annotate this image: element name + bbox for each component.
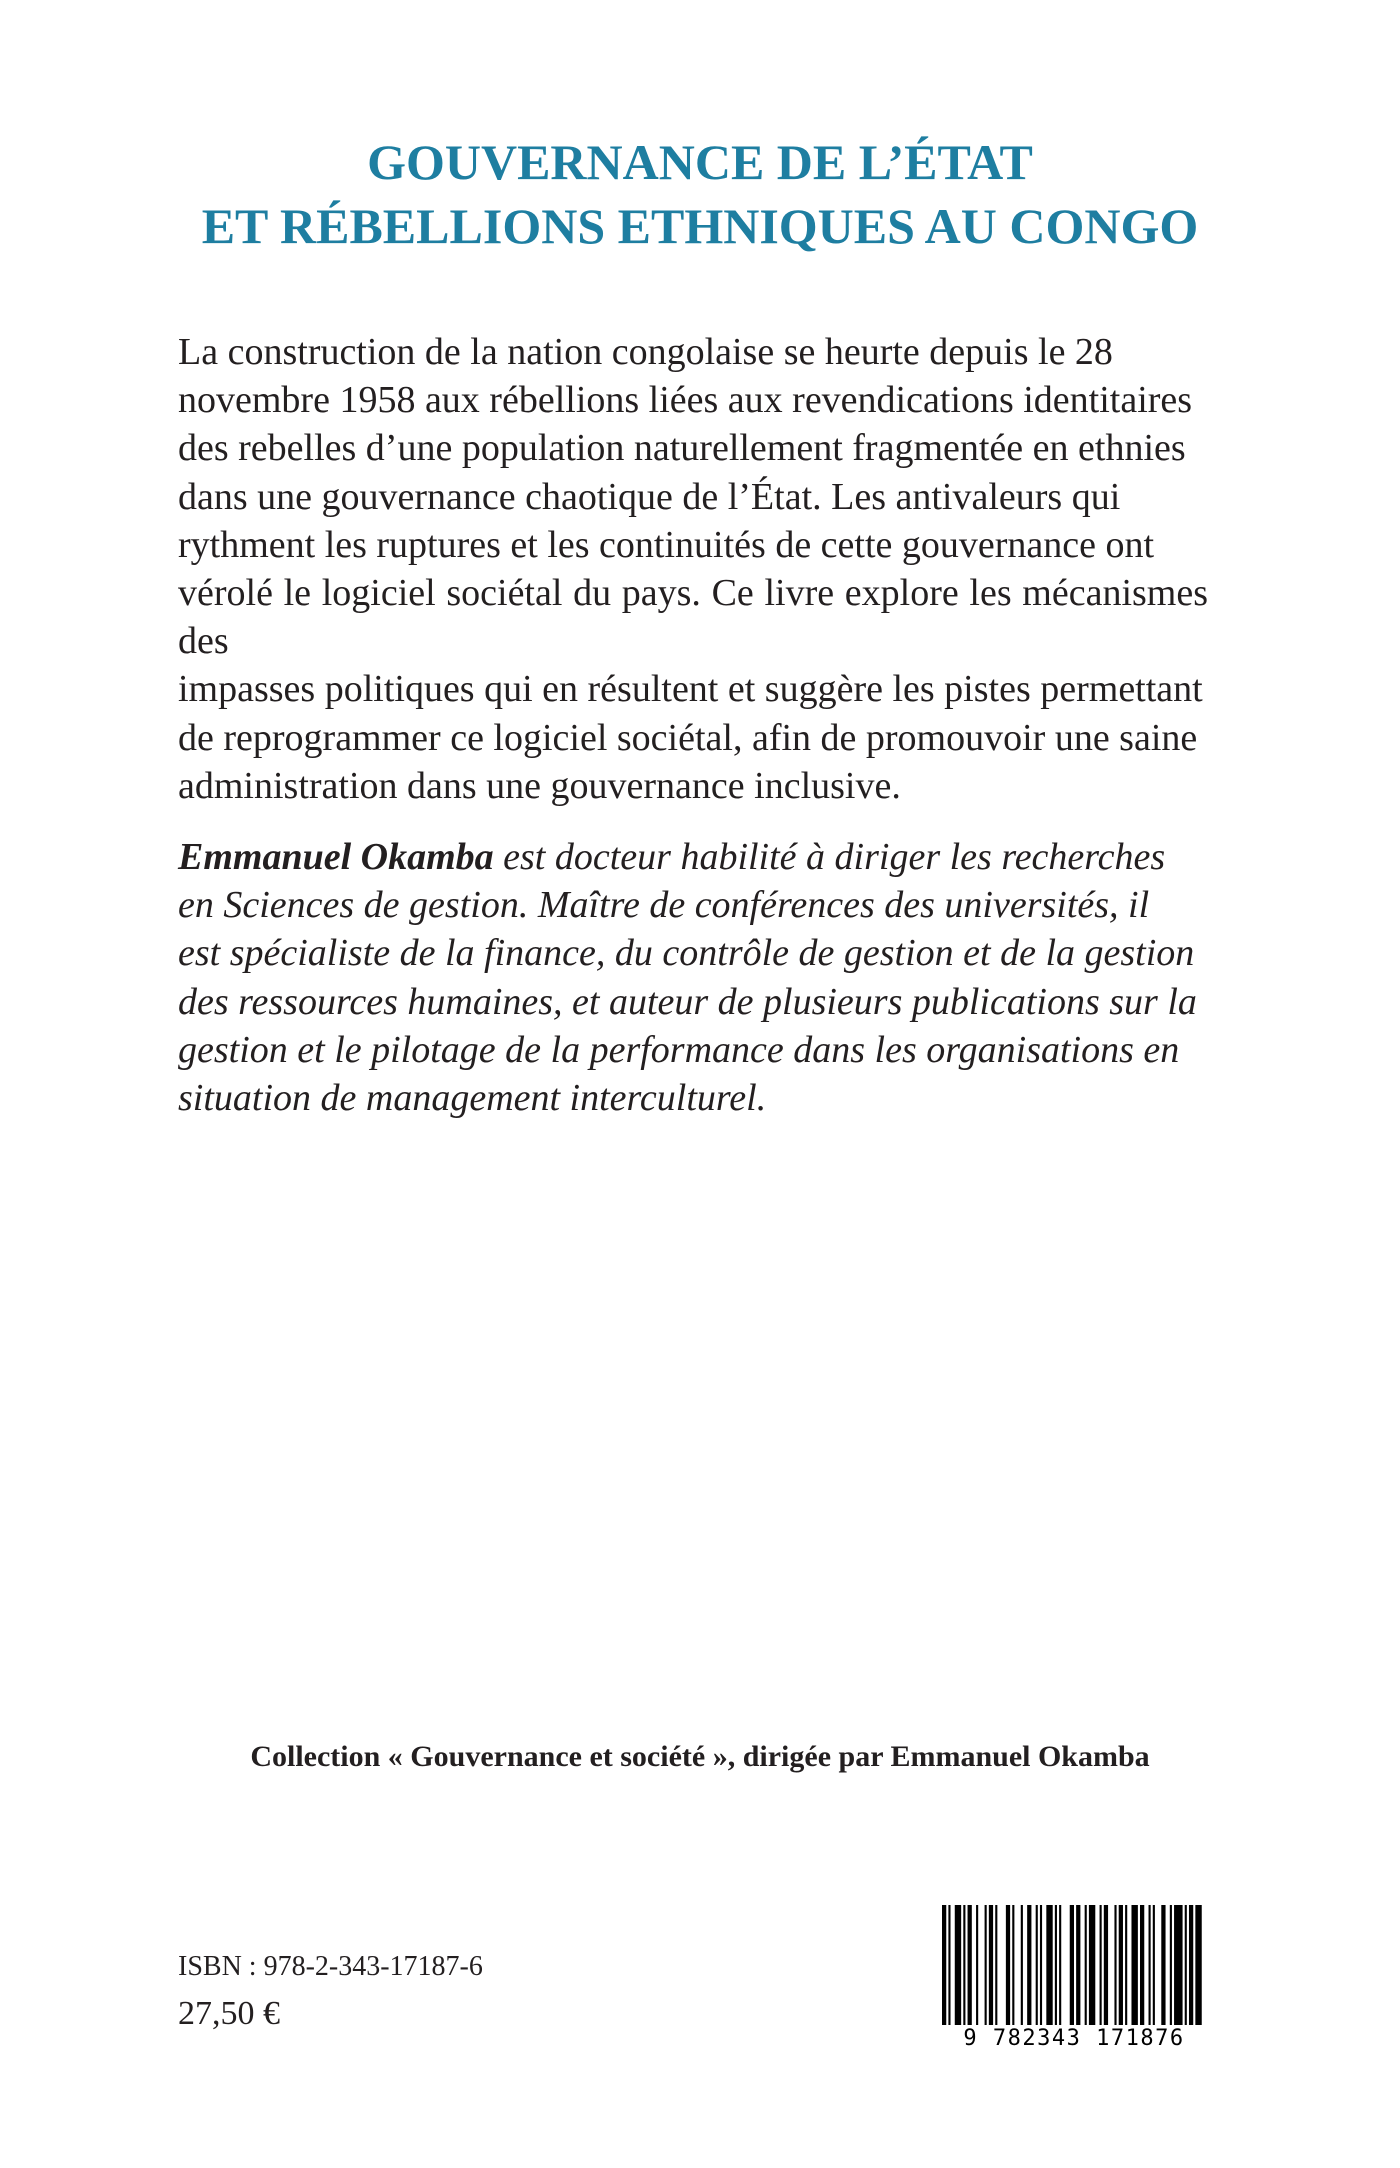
summary-line: La construction de la nation congolaise se heurte depuis le 28 xyxy=(178,331,1113,373)
barcode-bar xyxy=(1085,1905,1087,2027)
barcode-bar xyxy=(1036,1905,1038,2027)
book-summary xyxy=(178,328,1208,810)
barcode-bar xyxy=(1059,1905,1061,2027)
barcode-bar xyxy=(1161,1905,1165,2027)
barcode-bar xyxy=(1089,1905,1095,2027)
price: 27,50 € xyxy=(178,1995,280,2032)
barcode-bar xyxy=(955,1905,961,2027)
barcode-bar xyxy=(1104,1905,1108,2027)
bio-line: est spécialiste de la finance, du contrôle de gestion et de la gestion xyxy=(178,932,1195,975)
barcode-bar xyxy=(1119,1905,1123,2027)
summary-line: vérolé le logiciel sociétal du pays. Ce livre explore les mécanismes des xyxy=(178,572,1208,663)
barcode-bar xyxy=(1021,1905,1023,2027)
barcode-bar xyxy=(942,1905,946,2027)
book-title-line-2: ET RÉBELLIONS ETHNIQUES AU CONGO xyxy=(201,198,1199,254)
barcode xyxy=(932,1905,1216,2055)
barcode-bar xyxy=(1131,1905,1137,2027)
barcode-bar xyxy=(1140,1905,1144,2027)
bio-line-last: situation de management interculturel. xyxy=(178,1077,767,1120)
barcode-bar xyxy=(1076,1905,1080,2027)
barcode-bar xyxy=(1046,1905,1052,2027)
isbn: ISBN : 978-2-343-17187-6 xyxy=(178,1951,483,1982)
barcode-bar xyxy=(1125,1905,1127,2027)
summary-line: novembre 1958 aux rébellions liées aux revendications identitaires xyxy=(178,379,1193,422)
barcode-bar xyxy=(1100,1905,1102,2027)
barcode-bar xyxy=(948,1905,950,2027)
collection-credit: Collection « Gouvernance et société », dirigée par Emmanuel Okamba xyxy=(250,1740,1150,1773)
barcode-digits: 9 782343 171876 xyxy=(932,2025,1216,2053)
summary-line: dans une gouvernance chaotique de l’État. Les antivaleurs qui xyxy=(178,475,1121,518)
barcode-bar xyxy=(1040,1905,1042,2027)
summary-line-last: administration dans une gouvernance inclusive. xyxy=(178,764,901,807)
bio-line: en Sciences de gestion. Maître de conférences des universités, il xyxy=(178,884,1150,927)
author-name: Emmanuel Okamba xyxy=(178,836,494,878)
book-title xyxy=(0,130,1400,258)
barcode-bar xyxy=(963,1905,965,2027)
bio-first-line-rest: est docteur habilité à diriger les recherches xyxy=(503,836,1166,878)
barcode-bar xyxy=(1149,1905,1151,2027)
barcode-bars xyxy=(932,1905,1216,2027)
barcode-bar xyxy=(1170,1905,1172,2027)
barcode-bar xyxy=(976,1905,978,2027)
barcode-bar xyxy=(1195,1905,1201,2027)
barcode-bar xyxy=(1174,1905,1183,2027)
summary-line: rythment les ruptures et les continuités de cette gouvernance ont xyxy=(178,523,1155,566)
barcode-bar xyxy=(1027,1905,1031,2027)
barcode-bar xyxy=(985,1905,987,2027)
summary-line: impasses politiques qui en résultent et suggère les pistes permettant xyxy=(178,668,1203,711)
author-bio xyxy=(178,833,1208,1122)
barcode-bar xyxy=(1006,1905,1010,2027)
barcode-bar xyxy=(968,1905,972,2027)
barcode-bar xyxy=(1070,1905,1074,2027)
bio-line: des ressources humaines, et auteur de plusieurs publications sur la xyxy=(178,980,1197,1023)
barcode-bar xyxy=(989,1905,993,2027)
barcode-bar xyxy=(1114,1905,1116,2027)
barcode-bar xyxy=(1012,1905,1014,2027)
barcode-bar xyxy=(1185,1905,1187,2027)
book-title-line-1: GOUVERNANCE DE L’ÉTAT xyxy=(367,134,1033,190)
bio-line: gestion et le pilotage de la performance dans les organisations en xyxy=(178,1028,1180,1071)
barcode-bar xyxy=(1153,1905,1155,2027)
bio-line xyxy=(178,833,1208,881)
summary-line: de reprogrammer ce logiciel sociétal, afin de promouvoir une saine xyxy=(178,716,1198,759)
barcode-bar xyxy=(995,1905,997,2027)
barcode-bar xyxy=(1055,1905,1057,2027)
summary-line: des rebelles d’une population naturellement fragmentée en ethnies xyxy=(178,427,1186,470)
barcode-bar xyxy=(1189,1905,1193,2027)
